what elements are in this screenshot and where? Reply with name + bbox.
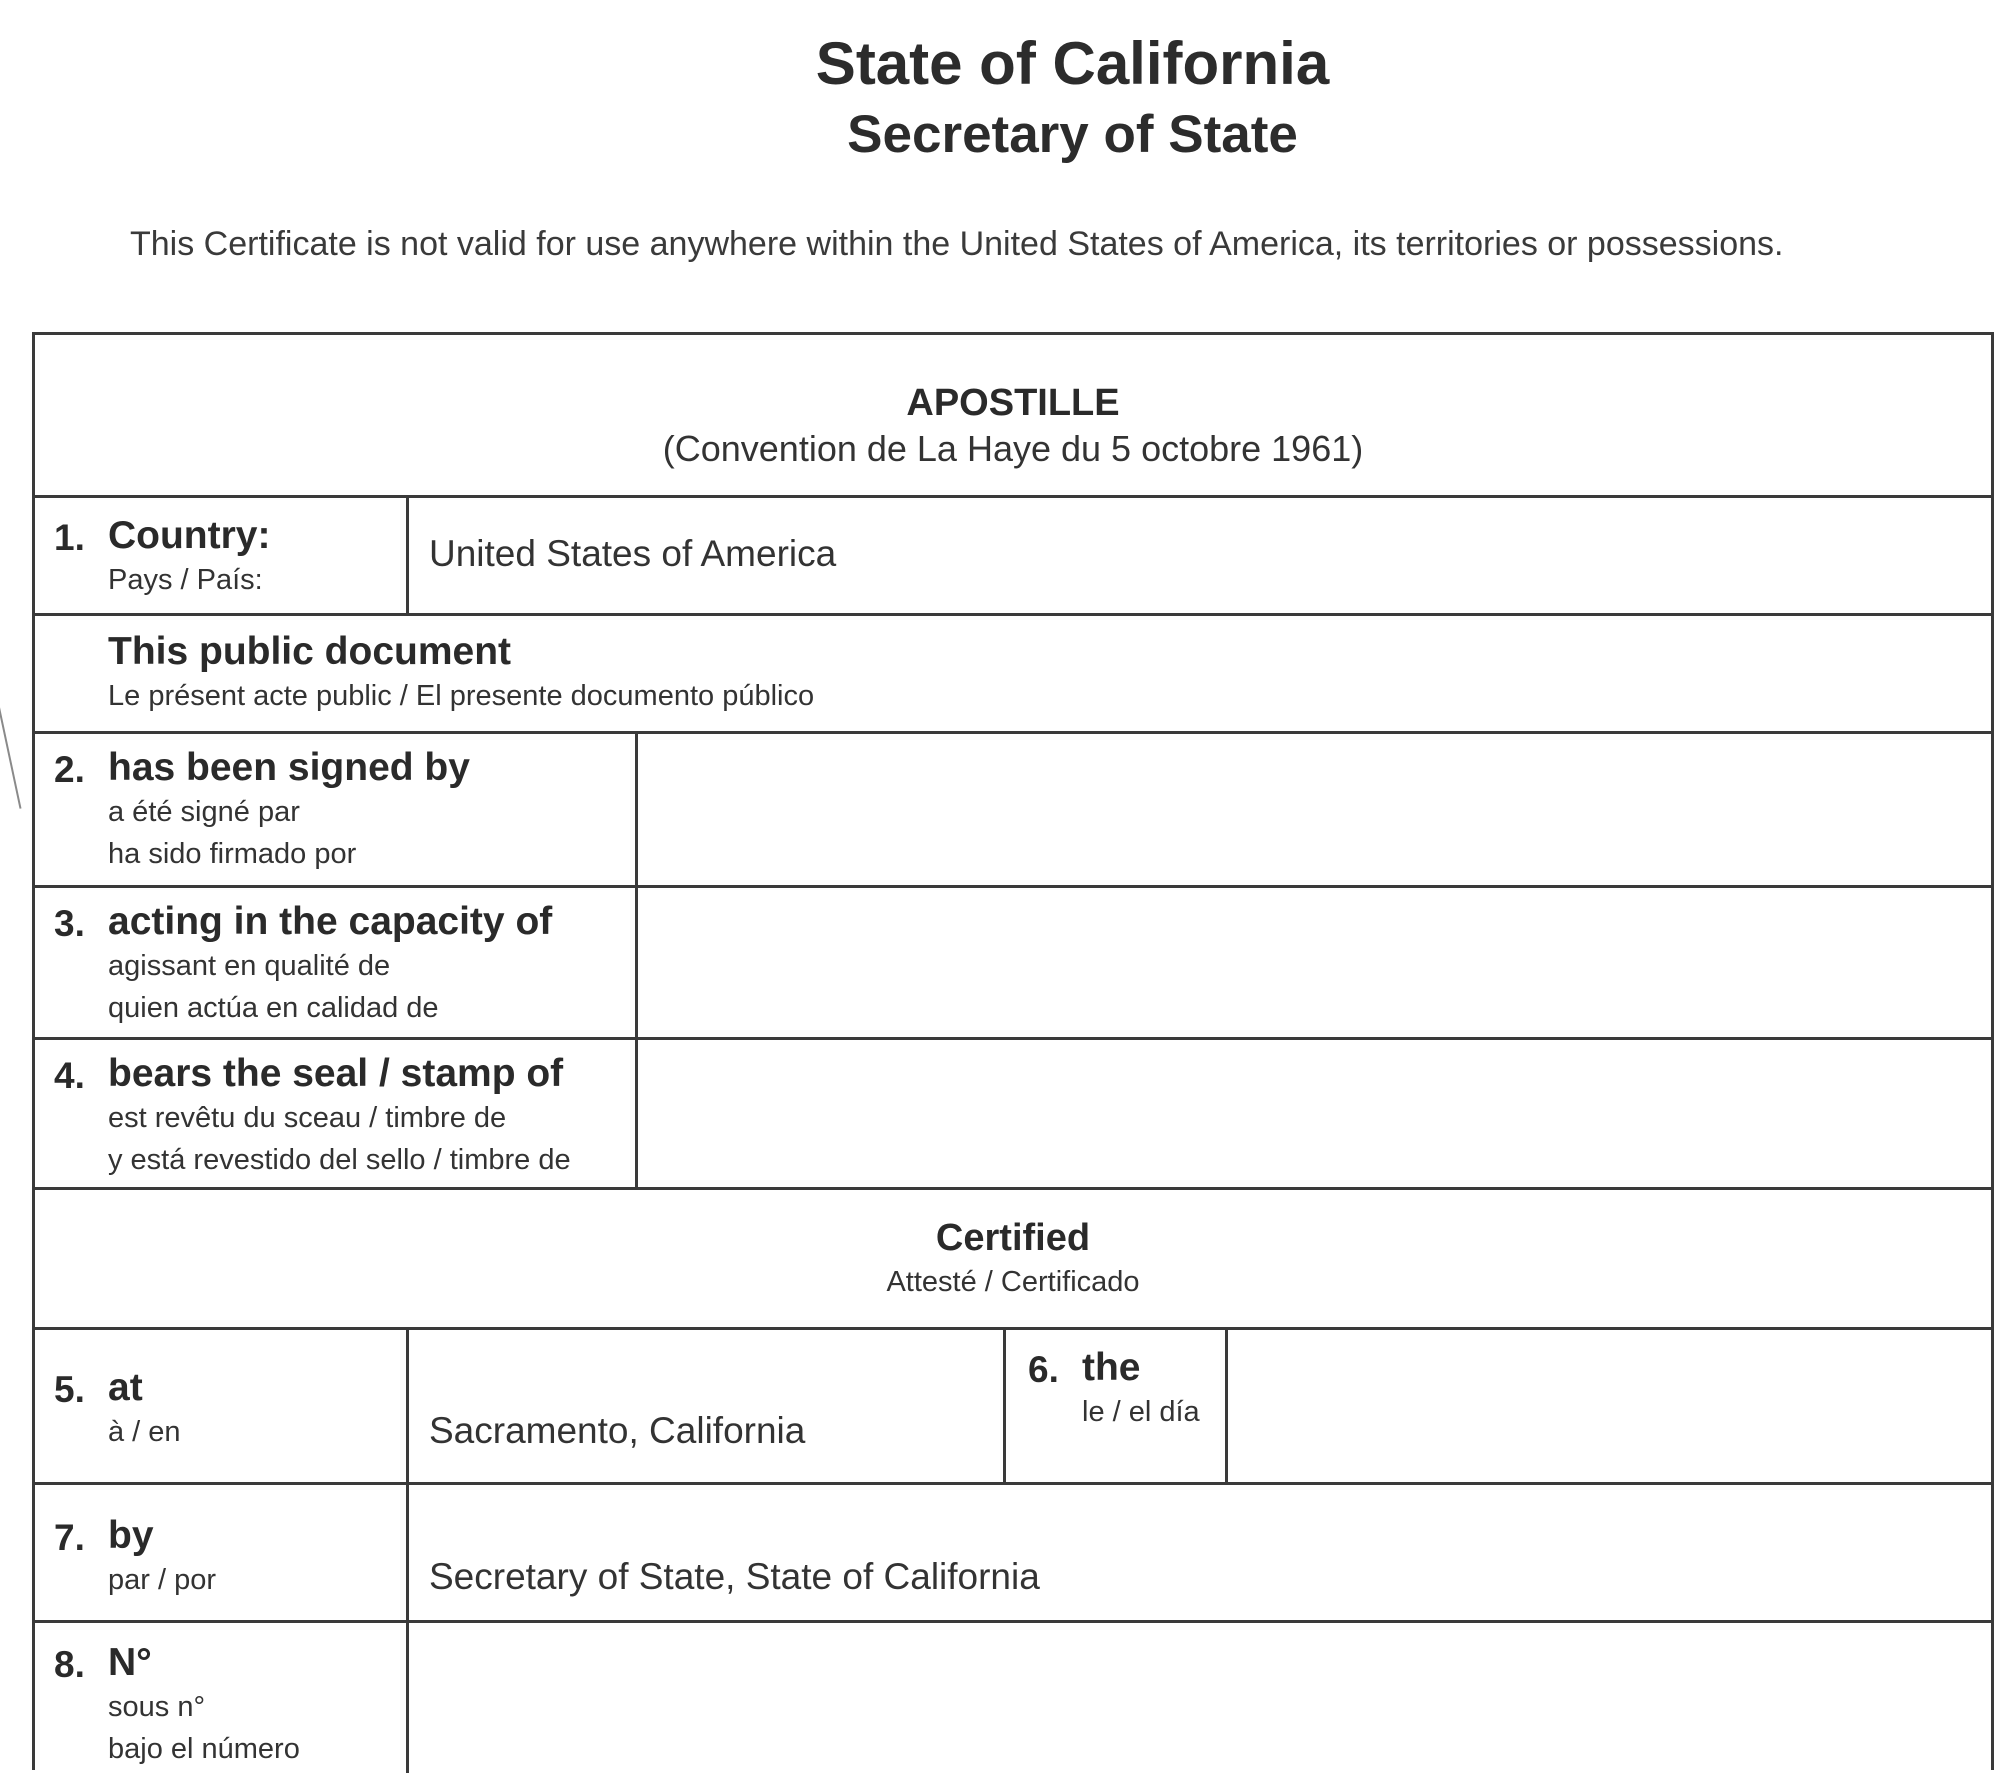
validity-notice: This Certificate is not valid for use anywhere within the United States of America, its territories or possessions. — [130, 225, 1784, 263]
public-document-label: This public document — [108, 630, 512, 673]
field-number-3: 3. — [54, 903, 85, 944]
column-divider — [1225, 1327, 1228, 1482]
apostille-title: APOSTILLE — [906, 382, 1120, 424]
row-divider — [35, 1037, 1991, 1040]
row-divider — [35, 1620, 1991, 1623]
at-value: Sacramento, California — [429, 1410, 806, 1451]
the-day-translation: le / el día — [1082, 1396, 1200, 1428]
signed-by-label: has been signed by — [108, 746, 470, 789]
apostille-heading — [35, 380, 1991, 472]
the-day-label-block — [1082, 1345, 1200, 1433]
country-label-block — [108, 513, 270, 601]
document-title: State of California — [815, 30, 1330, 97]
row-divider — [35, 1187, 1991, 1190]
row-divider — [35, 731, 1991, 734]
at-translation: à / en — [108, 1416, 181, 1448]
apostille-form — [32, 332, 1994, 1770]
seal-translation-fr: est revêtu du sceau / timbre de — [108, 1102, 507, 1134]
country-value: United States of America — [429, 533, 837, 574]
row-divider — [35, 495, 1991, 498]
by-label: by — [108, 1514, 154, 1557]
field-number-5: 5. — [54, 1369, 85, 1410]
field-number-1: 1. — [54, 517, 85, 558]
country-label-translation: Pays / País: — [108, 564, 263, 596]
column-divider — [406, 1327, 409, 1773]
field-number-4: 4. — [54, 1055, 85, 1096]
document-subtitle: Secretary of State — [847, 105, 1298, 164]
row-divider — [35, 885, 1991, 888]
margin-pen-mark — [0, 681, 21, 809]
by-value: Secretary of State, State of California — [429, 1556, 1040, 1597]
document-header — [0, 28, 2000, 170]
field-number-2: 2. — [54, 749, 85, 790]
signed-by-translation-fr: a été signé par — [108, 796, 300, 828]
capacity-translation-fr: agissant en qualité de — [108, 950, 391, 982]
capacity-translation-es: quien actúa en calidad de — [108, 992, 439, 1024]
seal-label-block — [108, 1051, 571, 1181]
the-day-label: the — [1082, 1346, 1141, 1389]
capacity-label: acting in the capacity of — [108, 900, 553, 943]
at-label-block — [108, 1365, 181, 1453]
number-translation-fr: sous n° — [108, 1691, 206, 1723]
field-number-6: 6. — [1028, 1349, 1059, 1390]
by-label-block — [108, 1513, 216, 1601]
column-divider — [406, 495, 409, 613]
row-divider — [35, 1482, 1991, 1485]
country-label: Country: — [108, 514, 271, 557]
row-divider — [35, 613, 1991, 616]
number-translation-es: bajo el número — [108, 1733, 300, 1765]
at-label: at — [108, 1366, 143, 1409]
seal-label: bears the seal / stamp of — [108, 1052, 564, 1095]
field-number-7: 7. — [54, 1517, 85, 1558]
apostille-convention: (Convention de La Haye du 5 octobre 1961) — [662, 428, 1364, 469]
public-document-translation: Le présent acte public / El presente documento público — [108, 680, 815, 712]
signed-by-translation-es: ha sido firmado por — [108, 838, 357, 870]
signed-by-label-block — [108, 745, 470, 875]
column-divider — [635, 731, 638, 1187]
certified-translation: Attesté / Certificado — [886, 1266, 1140, 1298]
field-number-8: 8. — [54, 1644, 85, 1685]
by-translation: par / por — [108, 1564, 216, 1596]
certified-label: Certified — [935, 1217, 1091, 1259]
public-document-block — [108, 629, 814, 717]
column-divider — [1003, 1327, 1006, 1482]
certified-heading — [35, 1215, 1991, 1303]
number-label: N° — [108, 1641, 152, 1684]
number-label-block — [108, 1640, 300, 1770]
seal-translation-es: y está revestido del sello / timbre de — [108, 1144, 571, 1176]
row-divider — [35, 1327, 1991, 1330]
capacity-label-block — [108, 899, 552, 1029]
